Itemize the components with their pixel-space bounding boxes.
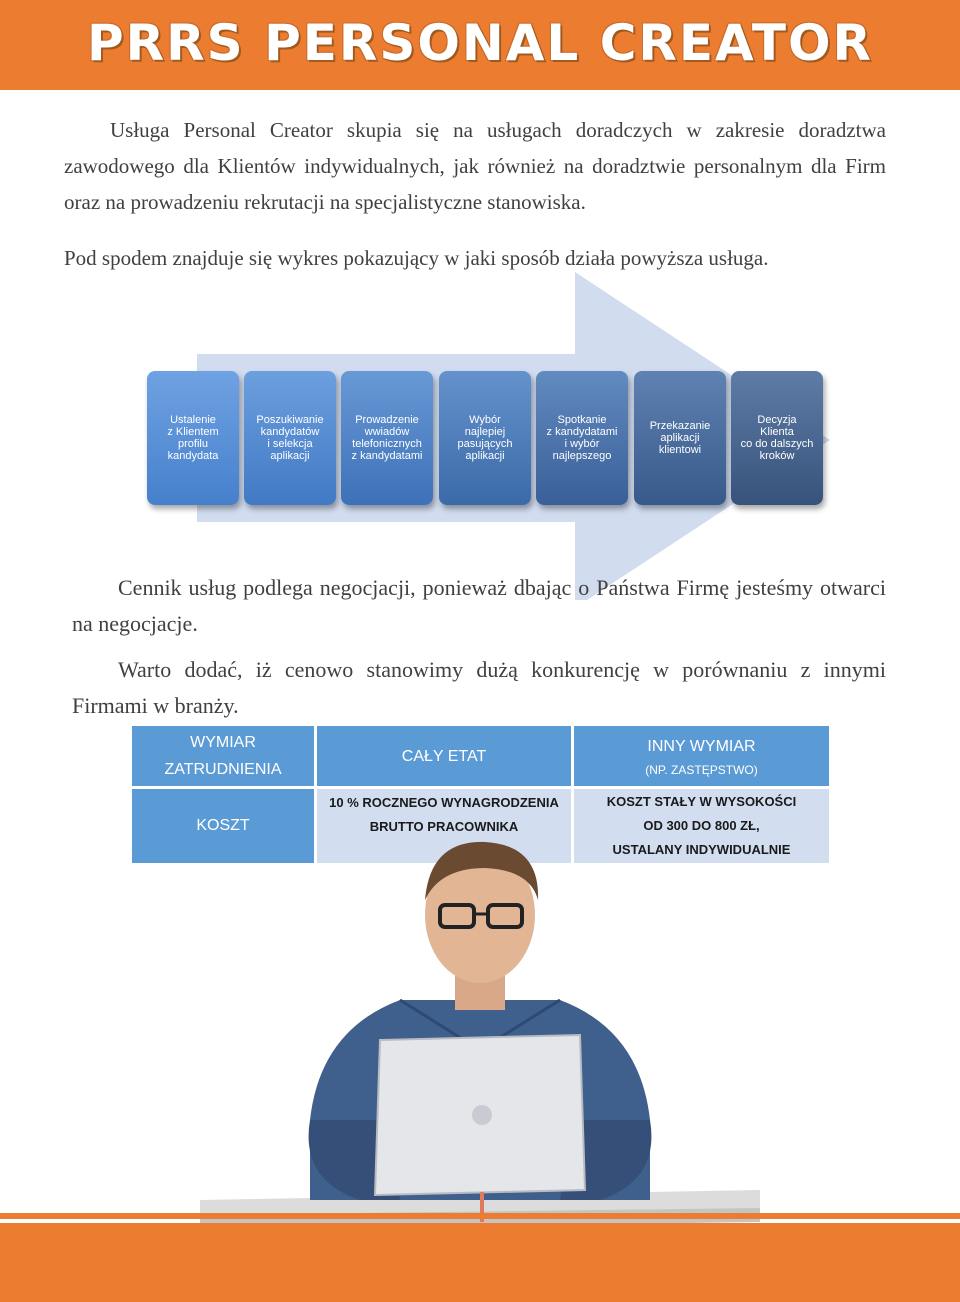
process-step-5: Spotkanie z kandydatami i wybór najlepszego — [536, 371, 628, 505]
footer-line — [0, 1213, 960, 1219]
table-header-employment-label: WYMIAR ZATRUDNIENIA — [164, 734, 282, 778]
page-title: PRRS PERSONAL CREATOR — [87, 14, 873, 72]
table-header-other-sub: (NP. ZASTĘPSTWO) — [645, 762, 758, 777]
cost-label: KOSZT — [196, 817, 250, 834]
chart-intro-paragraph: Pod spodem znajduje się wykres pokazujący w jaki sposób działa powyższa usługa. — [64, 246, 769, 270]
process-arrow — [0, 0, 960, 600]
process-step-2: Poszukiwanie kandydatów i selekcja aplikacji — [244, 371, 336, 505]
process-step-3: Prowadzenie wwiadów telefonicznych z kandydatami — [341, 371, 433, 505]
table-header-full-time — [317, 726, 571, 786]
other-cost-line1: KOSZT STAŁY W WYSOKOŚCI — [606, 794, 797, 809]
process-step-1: Ustalenie z Klientem profilu kandydata — [147, 371, 239, 505]
table-header-other — [574, 726, 829, 786]
other-cost-line3: USTALANY INDYWIDUALNIE — [612, 842, 791, 857]
pricing-paragraph: Cennik usług podlega negocjacji, ponieważ dbając o Państwa Firmę jesteśmy otwarci na negocjacje. — [72, 575, 886, 636]
process-step-4: Wybór najlepiej pasujących aplikacji — [439, 371, 531, 505]
intro-paragraph: Usługa Personal Creator skupia się na usługach doradczych w zakresie doradztwa zawodowego dla Klientów indywidualnych, jak również na doradztwie personalnym dla Firm oraz na prowadzeniu rekrutacji na specjalistyczne stanowiska. — [64, 118, 886, 214]
process-step-7: Decyzja Klienta co do dalszych kroków — [731, 371, 823, 505]
table-header-other-label: INNY WYMIAR — [647, 737, 756, 755]
table-header-full-time-label: CAŁY ETAT — [401, 747, 487, 765]
full-time-cost-line2: BRUTTO PRACOWNIKA — [369, 819, 519, 834]
footer-bar — [0, 1223, 960, 1302]
process-step-6: Przekazanie aplikacji klientowi — [634, 371, 726, 505]
full-time-cost-line1: 10 % ROCZNEGO WYNAGRODZENIA — [329, 795, 559, 810]
man-with-laptop-image — [200, 820, 760, 1230]
other-cost-line2: OD 300 DO 800 ZŁ, — [643, 818, 760, 833]
table-header-employment — [132, 726, 314, 786]
competition-paragraph: Warto dodać, iż cenowo stanowimy dużą konkurencję w porównaniu z innymi Firmami w branży. — [72, 657, 886, 718]
